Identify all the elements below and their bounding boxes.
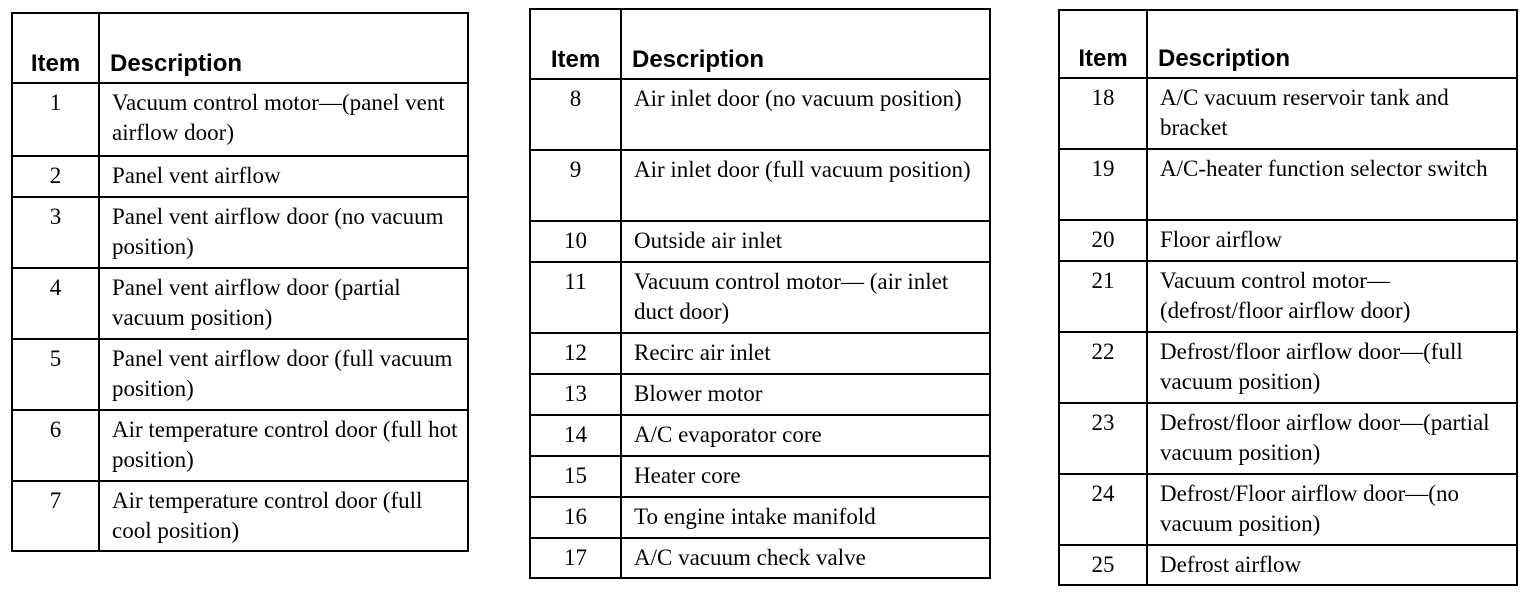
item-description: Floor airflow <box>1147 220 1517 261</box>
item-number: 8 <box>530 79 621 150</box>
item-number: 20 <box>1059 220 1147 261</box>
table-row <box>12 481 468 551</box>
item-column-header: Item <box>530 9 621 79</box>
table-row <box>1059 403 1517 474</box>
item-column-header: Item <box>12 13 99 83</box>
table-row <box>530 538 990 578</box>
table-row <box>530 221 990 262</box>
item-number: 25 <box>1059 545 1147 585</box>
item-description: Air inlet door (no vacuum position) <box>621 79 990 150</box>
item-number: 9 <box>530 150 621 221</box>
table-row <box>530 456 990 497</box>
table-row <box>12 268 468 339</box>
item-number: 4 <box>12 268 99 339</box>
table-row <box>12 339 468 410</box>
description-column-header: Description <box>1147 10 1517 78</box>
table-row <box>530 497 990 538</box>
item-description: Defrost/floor airflow door—(full vacuum position) <box>1147 332 1517 403</box>
item-number: 6 <box>12 410 99 481</box>
item-description: Defrost/Floor airflow door—(no vacuum position) <box>1147 474 1517 545</box>
header-row <box>12 13 468 83</box>
table-row <box>12 83 468 156</box>
item-description: Outside air inlet <box>621 221 990 262</box>
item-description: Air inlet door (full vacuum position) <box>621 150 990 221</box>
item-description: Panel vent airflow door (no vacuum position) <box>99 197 468 268</box>
table-row <box>1059 220 1517 261</box>
table-row <box>1059 332 1517 403</box>
item-description: A/C vacuum check valve <box>621 538 990 578</box>
item-description: Air temperature control door (full hot position) <box>99 410 468 481</box>
item-description: A/C vacuum reservoir tank and bracket <box>1147 78 1517 149</box>
table-row <box>530 150 990 221</box>
table-row <box>12 197 468 268</box>
header-row <box>530 9 990 79</box>
item-number: 5 <box>12 339 99 410</box>
item-description: A/C-heater function selector switch <box>1147 149 1517 220</box>
item-description: Defrost airflow <box>1147 545 1517 585</box>
item-number: 7 <box>12 481 99 551</box>
item-description: To engine intake manifold <box>621 497 990 538</box>
item-description: Air temperature control door (full cool position) <box>99 481 468 551</box>
item-description: A/C evaporator core <box>621 415 990 456</box>
item-number: 3 <box>12 197 99 268</box>
item-column-header: Item <box>1059 10 1147 78</box>
item-description: Panel vent airflow door (partial vacuum position) <box>99 268 468 339</box>
item-description: Blower motor <box>621 374 990 415</box>
item-number: 2 <box>12 156 99 197</box>
item-number: 21 <box>1059 261 1147 332</box>
table-row <box>1059 78 1517 149</box>
item-number: 14 <box>530 415 621 456</box>
item-number: 23 <box>1059 403 1147 474</box>
table-row <box>530 415 990 456</box>
table-row <box>12 410 468 481</box>
table-row <box>530 262 990 333</box>
table-row <box>530 374 990 415</box>
legend-table-items-8-17 <box>529 8 991 579</box>
item-number: 10 <box>530 221 621 262</box>
table-row <box>1059 474 1517 545</box>
description-column-header: Description <box>99 13 468 83</box>
item-number: 16 <box>530 497 621 538</box>
item-number: 13 <box>530 374 621 415</box>
item-description: Panel vent airflow door (full vacuum position) <box>99 339 468 410</box>
table-row <box>1059 261 1517 332</box>
item-description: Heater core <box>621 456 990 497</box>
table-row <box>1059 545 1517 585</box>
item-description: Panel vent airflow <box>99 156 468 197</box>
item-number: 19 <box>1059 149 1147 220</box>
item-number: 24 <box>1059 474 1147 545</box>
item-description: Recirc air inlet <box>621 333 990 374</box>
table-row <box>12 156 468 197</box>
item-number: 22 <box>1059 332 1147 403</box>
item-description: Vacuum control motor—(panel vent airflow door) <box>99 83 468 156</box>
header-row <box>1059 10 1517 78</box>
item-number: 17 <box>530 538 621 578</box>
table-row <box>1059 149 1517 220</box>
item-description: Vacuum control motor—(defrost/floor airflow door) <box>1147 261 1517 332</box>
item-number: 15 <box>530 456 621 497</box>
table-row <box>530 79 990 150</box>
item-description: Defrost/floor airflow door—(partial vacuum position) <box>1147 403 1517 474</box>
legend-table-items-1-7 <box>11 12 469 552</box>
item-number: 12 <box>530 333 621 374</box>
item-number: 11 <box>530 262 621 333</box>
legend-table-items-18-25 <box>1058 9 1518 586</box>
item-number: 1 <box>12 83 99 156</box>
description-column-header: Description <box>621 9 990 79</box>
table-row <box>530 333 990 374</box>
item-description: Vacuum control motor— (air inlet duct door) <box>621 262 990 333</box>
item-number: 18 <box>1059 78 1147 149</box>
